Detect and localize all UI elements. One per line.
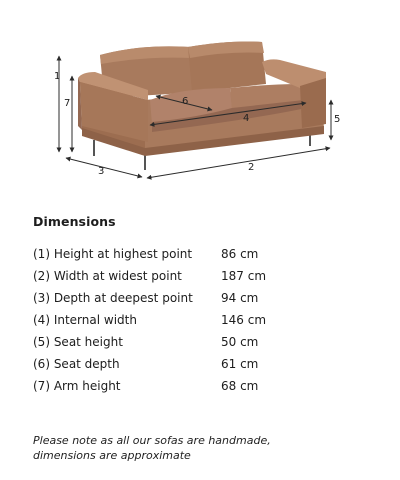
dimension-marker-4: 4 (243, 113, 250, 124)
dimension-row-arm-height (33, 375, 353, 397)
dimension-value: 50 cm (221, 335, 259, 349)
dimension-label: (7) Arm height (33, 379, 121, 393)
dimension-row-width (33, 265, 353, 287)
dimension-marker-3: 3 (98, 166, 105, 177)
dimension-label: (3) Depth at deepest point (33, 291, 193, 305)
sofa-illustration (0, 0, 400, 200)
dimension-marker-5: 5 (334, 114, 341, 125)
dimension-label: (6) Seat depth (33, 357, 120, 371)
dimension-value: 146 cm (221, 313, 267, 327)
dimension-value: 187 cm (221, 269, 267, 283)
dimension-label: (1) Height at highest point (33, 247, 193, 261)
dimensions-heading: Dimensions (33, 214, 116, 229)
dimension-marker-2: 2 (248, 162, 255, 173)
dimension-label: (4) Internal width (33, 313, 137, 327)
dimensions-list (33, 243, 353, 397)
dimension-row-depth (33, 287, 353, 309)
dimension-row-seat-depth (33, 353, 353, 375)
handmade-disclaimer (33, 434, 373, 463)
dimension-marker-6: 6 (182, 96, 189, 107)
dimension-value: 94 cm (221, 291, 259, 305)
dimension-row-height (33, 243, 353, 265)
dimension-marker-1: 1 (54, 71, 61, 82)
disclaimer-line-1: Please note as all our sofas are handmade, (33, 434, 271, 447)
sofa-dimension-diagram (0, 0, 400, 200)
dimension-value: 68 cm (221, 379, 259, 393)
dimension-marker-7: 7 (64, 98, 71, 109)
dimension-value: 86 cm (221, 247, 259, 261)
dimension-label: (2) Width at widest point (33, 269, 182, 283)
dimension-value: 61 cm (221, 357, 259, 371)
disclaimer-line-2: dimensions are approximate (33, 448, 191, 462)
dimension-row-seat-height (33, 331, 353, 353)
dimension-label: (5) Seat height (33, 335, 123, 349)
dimension-row-internal-width (33, 309, 353, 331)
